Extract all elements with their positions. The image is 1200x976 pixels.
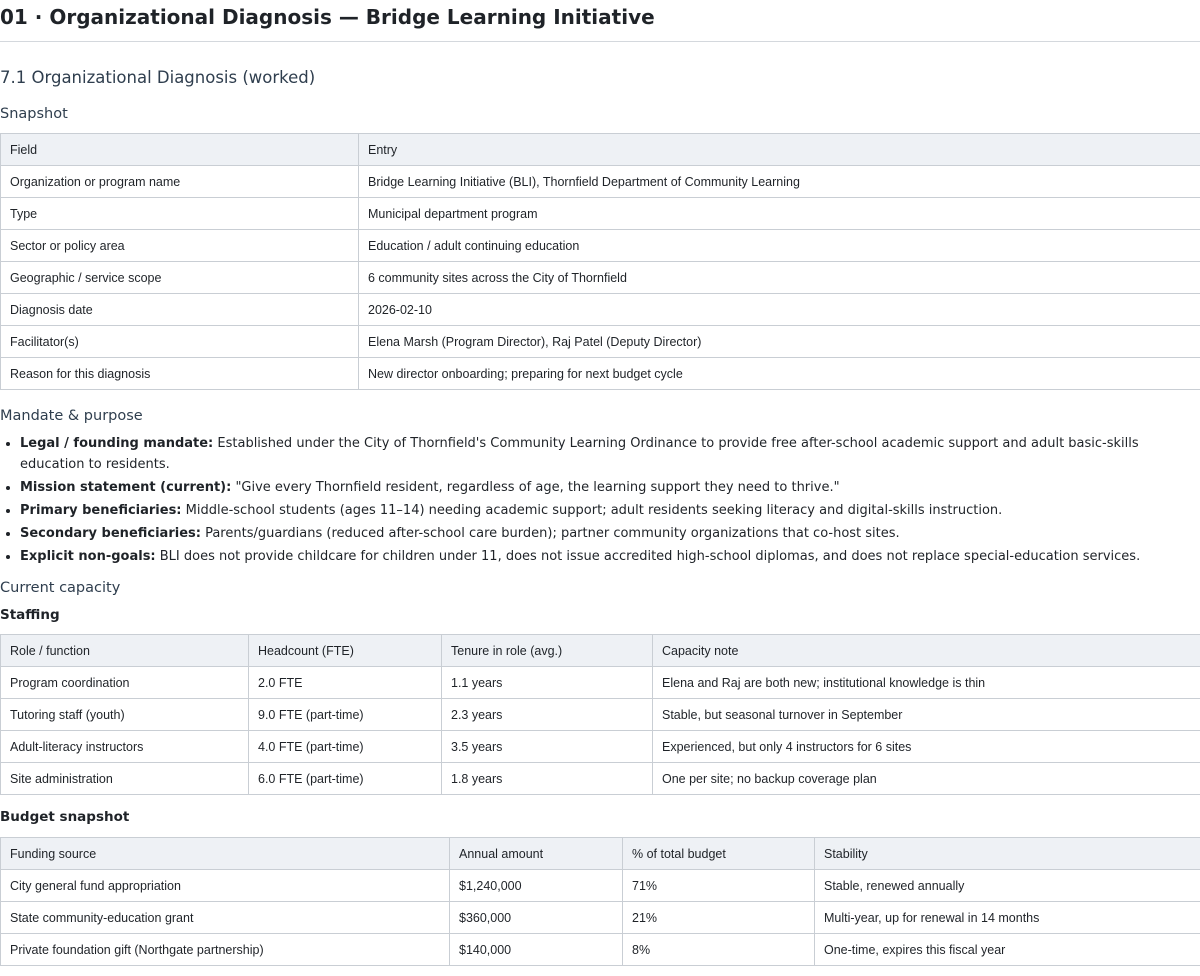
budget-heading: Budget snapshot bbox=[0, 809, 130, 825]
table-row bbox=[1, 166, 1200, 198]
list-item bbox=[20, 546, 1200, 567]
field-cell: Type bbox=[1, 198, 359, 230]
capacity-note-cell: Experienced, but only 4 instructors for 6 sites bbox=[653, 731, 1200, 763]
entry-cell: 2026-02-10 bbox=[359, 294, 1200, 326]
stability-cell: Stable, renewed annually bbox=[815, 870, 1200, 902]
field-cell: Diagnosis date bbox=[1, 294, 359, 326]
table-row bbox=[1, 326, 1200, 358]
capacity-note-cell: Elena and Raj are both new; institutional knowledge is thin bbox=[653, 667, 1200, 699]
item-label: Mission statement (current): bbox=[20, 480, 232, 495]
item-text: "Give every Thornfield resident, regardless of age, the learning support they need to thrive." bbox=[231, 480, 840, 495]
amount-cell: $360,000 bbox=[450, 902, 623, 934]
column-header: Entry bbox=[359, 134, 1200, 166]
role-cell: Tutoring staff (youth) bbox=[1, 699, 249, 731]
item-text: BLI does not provide childcare for children under 11, does not issue accredited high-school diplomas, and does not replace special-education services. bbox=[155, 549, 1141, 564]
percent-cell: 71% bbox=[623, 870, 815, 902]
headcount-cell: 9.0 FTE (part-time) bbox=[249, 699, 442, 731]
entry-cell: Elena Marsh (Program Director), Raj Patel (Deputy Director) bbox=[359, 326, 1200, 358]
item-label: Primary beneficiaries: bbox=[20, 503, 182, 518]
tenure-cell: 3.5 years bbox=[442, 731, 653, 763]
table-row bbox=[1, 763, 1200, 795]
entry-cell: 6 community sites across the City of Thornfield bbox=[359, 262, 1200, 294]
tenure-cell: 1.1 years bbox=[442, 667, 653, 699]
tenure-cell: 2.3 years bbox=[442, 699, 653, 731]
field-cell: Reason for this diagnosis bbox=[1, 358, 359, 390]
entry-cell: Education / adult continuing education bbox=[359, 230, 1200, 262]
list-item bbox=[20, 433, 1200, 475]
column-header: Capacity note bbox=[653, 635, 1200, 667]
role-cell: Adult-literacy instructors bbox=[1, 731, 249, 763]
entry-cell: New director onboarding; preparing for next budget cycle bbox=[359, 358, 1200, 390]
table-row bbox=[1, 870, 1200, 902]
item-label: Explicit non-goals: bbox=[20, 549, 156, 564]
column-header: % of total budget bbox=[623, 838, 815, 870]
percent-cell: 21% bbox=[623, 902, 815, 934]
headcount-cell: 2.0 FTE bbox=[249, 667, 442, 699]
column-header: Role / function bbox=[1, 635, 249, 667]
table-row bbox=[1, 358, 1200, 390]
column-header: Headcount (FTE) bbox=[249, 635, 442, 667]
snapshot-heading: Snapshot bbox=[0, 106, 68, 122]
staffing-table bbox=[0, 634, 1200, 795]
table-row bbox=[1, 934, 1200, 966]
field-cell: Sector or policy area bbox=[1, 230, 359, 262]
funding-source-cell: Private foundation gift (Northgate partnership) bbox=[1, 934, 450, 966]
table-header-row bbox=[1, 134, 1200, 166]
headcount-cell: 4.0 FTE (part-time) bbox=[249, 731, 442, 763]
capacity-note-cell: One per site; no backup coverage plan bbox=[653, 763, 1200, 795]
stability-cell: Multi-year, up for renewal in 14 months bbox=[815, 902, 1200, 934]
table-row bbox=[1, 294, 1200, 326]
column-header: Stability bbox=[815, 838, 1200, 870]
entry-cell: Municipal department program bbox=[359, 198, 1200, 230]
role-cell: Site administration bbox=[1, 763, 249, 795]
item-text: Parents/guardians (reduced after-school care burden); partner community organizations that co-host sites. bbox=[200, 526, 900, 541]
table-row bbox=[1, 262, 1200, 294]
mandate-heading: Mandate & purpose bbox=[0, 408, 143, 424]
mandate-list bbox=[0, 433, 1200, 567]
amount-cell: $140,000 bbox=[450, 934, 623, 966]
column-header: Annual amount bbox=[450, 838, 623, 870]
table-row bbox=[1, 731, 1200, 763]
item-label: Secondary beneficiaries: bbox=[20, 526, 201, 541]
column-header: Tenure in role (avg.) bbox=[442, 635, 653, 667]
role-cell: Program coordination bbox=[1, 667, 249, 699]
list-item bbox=[20, 523, 1200, 544]
table-header-row bbox=[1, 635, 1200, 667]
snapshot-table bbox=[0, 133, 1200, 390]
table-row bbox=[1, 198, 1200, 230]
amount-cell: $1,240,000 bbox=[450, 870, 623, 902]
capacity-heading: Current capacity bbox=[0, 580, 121, 596]
table-row bbox=[1, 230, 1200, 262]
funding-source-cell: City general fund appropriation bbox=[1, 870, 450, 902]
table-header-row bbox=[1, 838, 1200, 870]
table-row bbox=[1, 667, 1200, 699]
tenure-cell: 1.8 years bbox=[442, 763, 653, 795]
list-item bbox=[20, 500, 1200, 521]
item-text: Established under the City of Thornfield's Community Learning Ordinance to provide free after-school academic support and adult basic-skills education to residents. bbox=[20, 436, 1139, 472]
entry-cell: Bridge Learning Initiative (BLI), Thornfield Department of Community Learning bbox=[359, 166, 1200, 198]
headcount-cell: 6.0 FTE (part-time) bbox=[249, 763, 442, 795]
table-row bbox=[1, 699, 1200, 731]
list-item bbox=[20, 477, 1200, 498]
title-divider bbox=[0, 41, 1200, 42]
staffing-heading: Staffing bbox=[0, 607, 60, 623]
item-text: Middle-school students (ages 11–14) needing academic support; adult residents seeking literacy and digital-skills instruction. bbox=[181, 503, 1003, 518]
column-header: Field bbox=[1, 134, 359, 166]
item-label: Legal / founding mandate: bbox=[20, 436, 214, 451]
capacity-note-cell: Stable, but seasonal turnover in September bbox=[653, 699, 1200, 731]
field-cell: Geographic / service scope bbox=[1, 262, 359, 294]
stability-cell: One-time, expires this fiscal year bbox=[815, 934, 1200, 966]
page-title: 01 · Organizational Diagnosis — Bridge Learning Initiative bbox=[0, 5, 655, 29]
field-cell: Facilitator(s) bbox=[1, 326, 359, 358]
field-cell: Organization or program name bbox=[1, 166, 359, 198]
funding-source-cell: State community-education grant bbox=[1, 902, 450, 934]
table-row bbox=[1, 902, 1200, 934]
budget-table bbox=[0, 837, 1200, 966]
percent-cell: 8% bbox=[623, 934, 815, 966]
section-title: 7.1 Organizational Diagnosis (worked) bbox=[0, 68, 316, 87]
column-header: Funding source bbox=[1, 838, 450, 870]
